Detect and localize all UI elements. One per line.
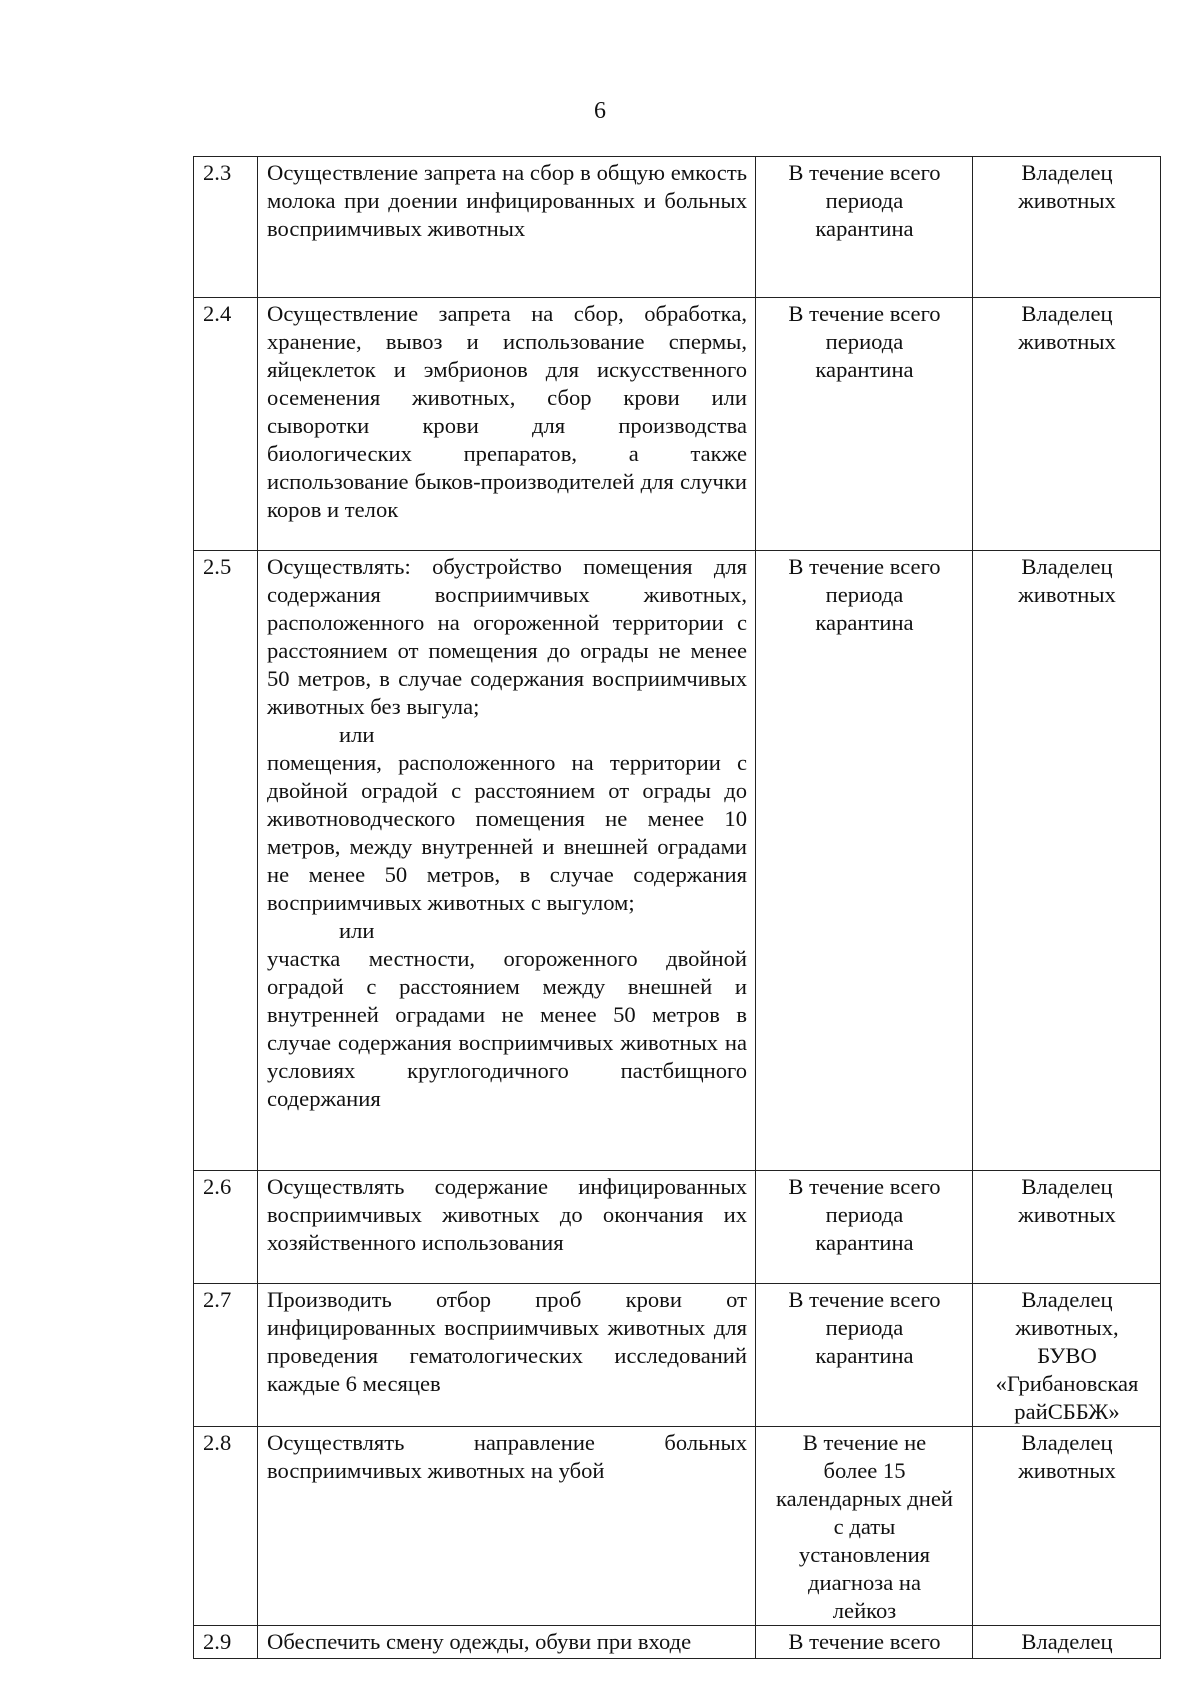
row-number: 2.4	[194, 298, 258, 551]
measure-paragraph: Осуществлять содержание инфицированных восприимчивых животных до окончания их хозяйственного использования	[267, 1174, 747, 1255]
measure-paragraph: Осуществление запрета на сбор в общую емкость молока при доении инфицированных и больных восприимчивых животных	[267, 160, 747, 241]
table-row	[194, 551, 1161, 1171]
measure-paragraph: Производить отбор проб крови от инфицированных восприимчивых животных для проведения гематологических исследований каждые 6 месяцев	[267, 1287, 747, 1396]
responsible-line: Владелец	[1021, 1629, 1113, 1654]
measure-responsible	[973, 1626, 1161, 1659]
measure-term	[756, 1626, 973, 1659]
term-line: В течение всего	[788, 554, 941, 579]
term-line: В течение всего	[788, 301, 941, 326]
measure-paragraph-or: или	[339, 722, 375, 747]
table-row	[194, 1171, 1161, 1284]
term-line: карантина	[815, 610, 914, 635]
measure-paragraph: участка местности, огороженного двойной оградой с расстоянием между внешней и внутренней оградами не менее 50 метров в случае содержания восприимчивых животных на условиях круглогодичного пастбищного содержания	[267, 946, 747, 1111]
table-row	[194, 157, 1161, 298]
table-row	[194, 1427, 1161, 1626]
measure-text	[258, 1626, 756, 1659]
term-line: В течение всего	[788, 1629, 941, 1654]
measure-paragraph: Осуществлять: обустройство помещения для содержания восприимчивых животных, расположенного на огороженной территории с расстоянием от помещения до ограды не менее 50 метров, в случае содержания восприимчивых животных без выгула;	[267, 554, 747, 719]
responsible-line: животных	[1018, 329, 1116, 354]
term-line: В течение всего	[788, 160, 941, 185]
measure-text	[258, 157, 756, 298]
term-line: карантина	[815, 1343, 914, 1368]
responsible-line: животных	[1018, 1202, 1116, 1227]
measure-text	[258, 551, 756, 1171]
term-line: лейкоз	[832, 1598, 897, 1623]
measure-term	[756, 1171, 973, 1284]
responsible-line: Владелец	[1021, 301, 1113, 326]
page-number: 6	[594, 98, 606, 124]
measure-term	[756, 1427, 973, 1626]
measure-responsible	[973, 1284, 1161, 1427]
responsible-line: животных,	[1015, 1315, 1119, 1340]
term-line: карантина	[815, 1230, 914, 1255]
responsible-line: Владелец	[1021, 160, 1113, 185]
measure-paragraph: Осуществлять направление больных восприимчивых животных на убой	[267, 1430, 747, 1483]
table-row	[194, 1626, 1161, 1659]
row-number: 2.3	[194, 157, 258, 298]
responsible-line: Владелец	[1021, 1287, 1113, 1312]
measure-term	[756, 157, 973, 298]
measure-responsible	[973, 298, 1161, 551]
measure-paragraph-or: или	[339, 918, 375, 943]
term-line: карантина	[815, 216, 914, 241]
measure-term	[756, 298, 973, 551]
responsible-line: БУВО	[1037, 1343, 1097, 1368]
row-number: 2.8	[194, 1427, 258, 1626]
responsible-line: Владелец	[1021, 554, 1113, 579]
term-line: более 15	[823, 1458, 906, 1483]
row-number: 2.7	[194, 1284, 258, 1427]
term-line: периода	[825, 329, 904, 354]
row-number: 2.6	[194, 1171, 258, 1284]
responsible-line: «Грибановская	[995, 1371, 1139, 1396]
term-line: В течение всего	[788, 1174, 941, 1199]
measure-responsible	[973, 551, 1161, 1171]
measure-text	[258, 298, 756, 551]
term-line: календарных дней	[776, 1486, 953, 1511]
term-line: периода	[825, 1315, 904, 1340]
table-row	[194, 298, 1161, 551]
measure-term	[756, 1284, 973, 1427]
row-number: 2.5	[194, 551, 258, 1171]
term-line: с даты	[833, 1514, 896, 1539]
responsible-line: животных	[1018, 1458, 1116, 1483]
term-line: диагноза на	[808, 1570, 921, 1595]
measure-paragraph: помещения, расположенного на территории с двойной оградой с расстоянием от ограды до животноводческого помещения не менее 10 метров, между внутренней и внешней оградами не менее 50 метров, в случае содержания восприимчивых животных с выгулом;	[267, 750, 747, 915]
table-row	[194, 1284, 1161, 1427]
term-line: периода	[825, 188, 904, 213]
term-line: установления	[798, 1542, 931, 1567]
term-line: В течение всего	[788, 1287, 941, 1312]
term-line: карантина	[815, 357, 914, 382]
term-line: периода	[825, 582, 904, 607]
responsible-line: животных	[1018, 188, 1116, 213]
row-number: 2.9	[194, 1626, 258, 1659]
measure-responsible	[973, 1427, 1161, 1626]
measure-text	[258, 1284, 756, 1427]
measures-table	[193, 156, 1161, 1659]
measure-responsible	[973, 1171, 1161, 1284]
responsible-line: Владелец	[1021, 1430, 1113, 1455]
measure-text	[258, 1427, 756, 1626]
measure-paragraph: Осуществление запрета на сбор, обработка, хранение, вывоз и использование спермы, яйцеклеток и эмбрионов для искусственного осеменения животных, сбор крови или сыворотки крови для производства биологических препаратов, а также использование быков-производителей для случки коров и телок	[267, 301, 747, 522]
measure-responsible	[973, 157, 1161, 298]
measure-text	[258, 1171, 756, 1284]
measure-paragraph: Обеспечить смену одежды, обуви при входе	[267, 1629, 692, 1654]
term-line: В течение не	[802, 1430, 927, 1455]
measure-term	[756, 551, 973, 1171]
responsible-line: райСББЖ»	[1014, 1399, 1120, 1424]
responsible-line: животных	[1018, 582, 1116, 607]
responsible-line: Владелец	[1021, 1174, 1113, 1199]
term-line: периода	[825, 1202, 904, 1227]
